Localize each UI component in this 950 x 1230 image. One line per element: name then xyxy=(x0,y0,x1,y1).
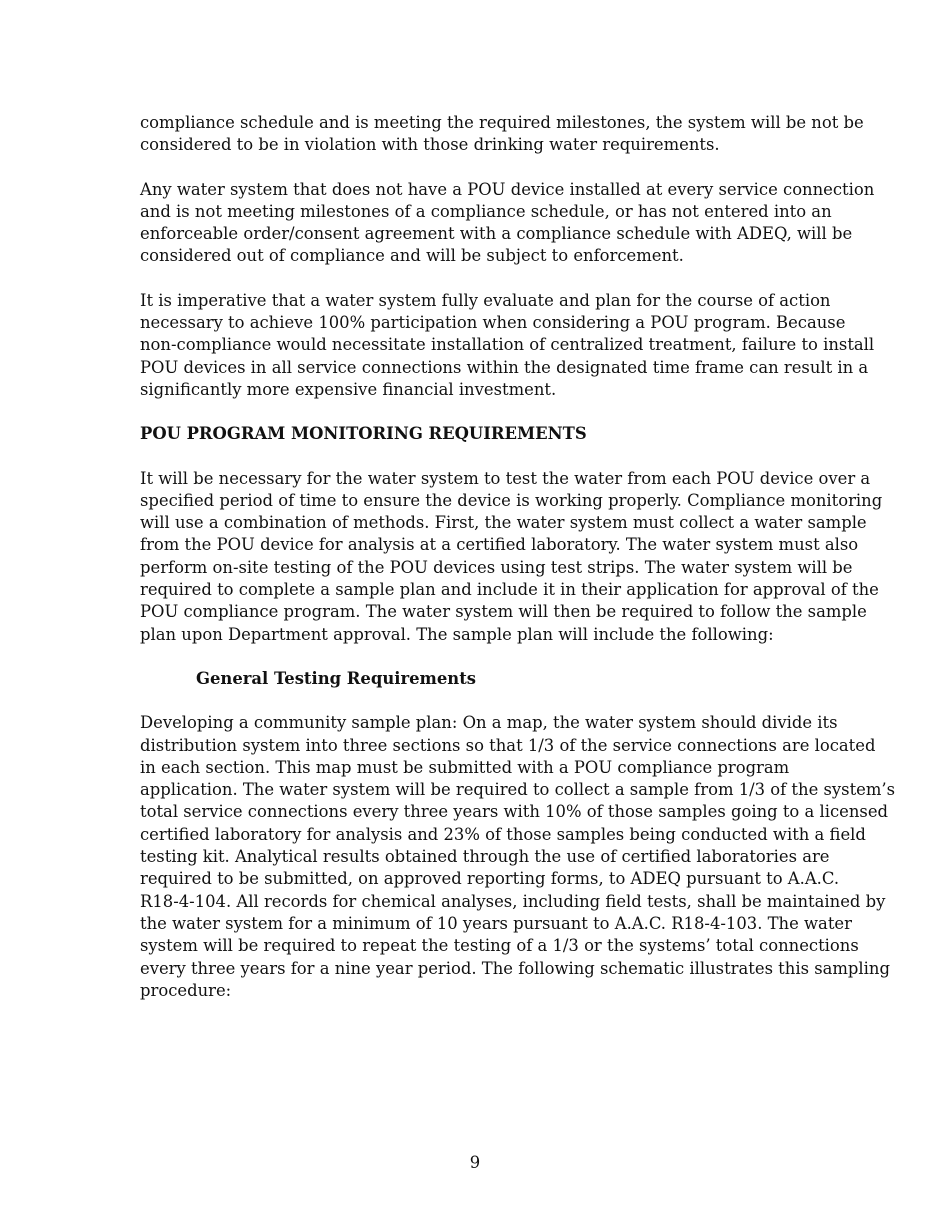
text-line: non-compliance would necessitate installation of centralized treatment, failure to install xyxy=(140,335,875,355)
text-line: necessary to achieve 100% participation when considering a POU program. Because xyxy=(140,313,846,333)
text-line: required to complete a sample plan and include it in their application for approval of the xyxy=(140,580,879,600)
text-line: procedure: xyxy=(140,980,232,1000)
paragraph-participation xyxy=(140,290,875,401)
text-line: considered out of compliance and will be subject to enforcement. xyxy=(140,246,684,266)
paragraph-monitoring xyxy=(140,468,883,646)
text-line: system will be required to repeat the testing of a 1/3 or the systems’ total connections xyxy=(140,936,859,956)
text-line: It is imperative that a water system fully evaluate and plan for the course of action xyxy=(140,290,831,310)
text-line: application. The water system will be required to collect a sample from 1/3 of the system’s xyxy=(140,780,896,800)
paragraph-compliance-schedule xyxy=(140,112,864,157)
page-number: 9 xyxy=(469,1153,481,1172)
subsection-heading: General Testing Requirements xyxy=(196,668,477,688)
text-line: testing kit. Analytical results obtained through the use of certified laboratories are xyxy=(140,847,830,867)
text-line: total service connections every three years with 10% of those samples going to a licensed xyxy=(140,802,889,822)
text-line: will use a combination of methods. First, the water system must collect a water sample xyxy=(140,513,867,533)
text-line: Developing a community sample plan: On a map, the water system should divide its xyxy=(140,713,838,733)
text-line: POU devices in all service connections within the designated time frame can result in a xyxy=(140,357,869,377)
section-heading: POU PROGRAM MONITORING REQUIREMENTS xyxy=(140,424,587,444)
text-line: certified laboratory for analysis and 23% of those samples being conducted with a field xyxy=(140,824,866,844)
text-line: significantly more expensive financial investment. xyxy=(140,379,557,399)
text-line: required to be submitted, on approved reporting forms, to ADEQ pursuant to A.A.C. xyxy=(140,869,840,889)
page-body xyxy=(140,112,896,1024)
text-line: every three years for a nine year period. The following schematic illustrates this sampling xyxy=(140,958,890,978)
text-line: POU compliance program. The water system will then be required to follow the sample xyxy=(140,602,867,622)
text-line: perform on-site testing of the POU devices using test strips. The water system will be xyxy=(140,557,853,577)
text-line: plan upon Department approval. The sample plan will include the following: xyxy=(140,624,774,644)
text-line: from the POU device for analysis at a certified laboratory. The water system must also xyxy=(140,535,859,555)
text-line: Any water system that does not have a POU device installed at every service connection xyxy=(140,179,875,199)
text-line: It will be necessary for the water system to test the water from each POU device over a xyxy=(140,468,871,488)
text-line: considered to be in violation with those drinking water requirements. xyxy=(140,135,720,155)
text-line: and is not meeting milestones of a compliance schedule, or has not entered into an xyxy=(140,201,832,221)
text-line: in each section. This map must be submitted with a POU compliance program xyxy=(140,757,790,777)
paragraph-sample-plan xyxy=(140,712,896,1002)
text-line: R18-4-104. All records for chemical analyses, including field tests, shall be maintained by xyxy=(140,891,886,911)
text-line: specified period of time to ensure the device is working properly. Compliance monitoring xyxy=(140,490,883,510)
text-line: the water system for a minimum of 10 years pursuant to A.A.C. R18-4-103. The water xyxy=(140,913,852,933)
paragraph-non-compliance xyxy=(140,179,875,268)
text-line: enforceable order/consent agreement with a compliance schedule with ADEQ, will be xyxy=(140,224,853,244)
text-line: distribution system into three sections so that 1/3 of the service connections are located xyxy=(140,735,876,755)
text-line: compliance schedule and is meeting the required milestones, the system will be not be xyxy=(140,113,864,132)
